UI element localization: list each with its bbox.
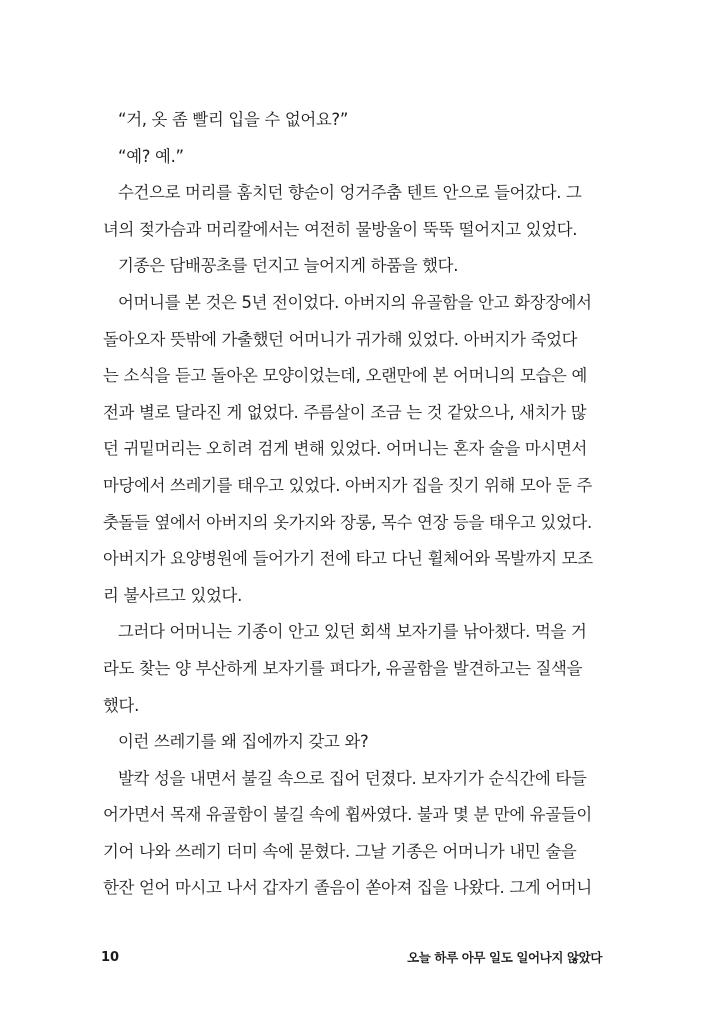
text-line: 리 불사르고 있었다.: [103, 585, 242, 605]
text-line: 발칵 성을 내면서 불길 속으로 집어 던졌다. 보자기가 순식간에 타들: [118, 768, 587, 788]
text-line: 기어 나와 쓰레기 더미 속에 묻혔다. 그날 기종은 어머니가 내민 술을: [103, 841, 577, 861]
text-line: 했다.: [103, 695, 139, 715]
text-line: 녀의 젖가슴과 머리칼에서는 여전히 물방울이 뚝뚝 떨어지고 있었다.: [103, 219, 578, 239]
running-title: 오늘 하루 아무 일도 일어나지 않았다: [407, 950, 602, 965]
page-number: 10: [101, 950, 120, 965]
text-line: 어가면서 목재 유골함이 불길 속에 휩싸였다. 불과 몇 분 만에 유골들이: [103, 805, 592, 825]
text-line: 기종은 담배꽁초를 던지고 늘어지게 하품을 했다.: [118, 256, 459, 276]
text-line: 그러다 어머니는 기종이 안고 있던 회색 보자기를 낚아챘다. 먹을 거: [118, 622, 587, 642]
text-line: “예? 예.”: [118, 146, 184, 166]
text-line: 이런 쓰레기를 왜 집에까지 갖고 와?: [118, 732, 369, 752]
page-footer: [0, 946, 721, 970]
text-line: 수건으로 머리를 훔치던 향순이 엉거주춤 텐트 안으로 들어갔다. 그: [118, 183, 582, 203]
text-line: 는 소식을 듣고 돌아온 모양이었는데, 오랜만에 본 어머니의 모습은 예: [103, 366, 588, 386]
text-line: 돌아오자 뜻밖에 가출했던 어머니가 귀가해 있었다. 아버지가 죽었다: [103, 329, 578, 349]
text-line: 마당에서 쓰레기를 태우고 있었다. 아버지가 집을 짓기 위해 모아 둔 주: [103, 475, 592, 495]
text-line: 던 귀밑머리는 오히려 검게 변해 있었다. 어머니는 혼자 술을 마시면서: [103, 439, 588, 459]
text-line: 춧돌들 옆에서 아버지의 옷가지와 장롱, 목수 연장 등을 태우고 있었다.: [103, 512, 592, 532]
text-line: “거, 옷 좀 빨리 입을 수 없어요?”: [118, 110, 349, 129]
text-line: 아버지가 요양병원에 들어가기 전에 타고 다닌 휠체어와 목발까지 모조: [103, 549, 593, 569]
text-line: 라도 찾는 양 부산하게 보자기를 펴다가, 유골함을 발견하고는 질색을: [103, 658, 583, 678]
body-text: [103, 102, 603, 907]
text-line: 어머니를 본 것은 5년 전이었다. 아버지의 유골함을 안고 화장장에서: [118, 292, 592, 312]
text-line: 한잔 얻어 마시고 나서 갑자기 졸음이 쏟아져 집을 나왔다. 그게 어머니: [103, 878, 592, 898]
text-line: 전과 별로 달라진 게 없었다. 주름살이 조금 는 것 같았으나, 새치가 많: [103, 402, 587, 422]
